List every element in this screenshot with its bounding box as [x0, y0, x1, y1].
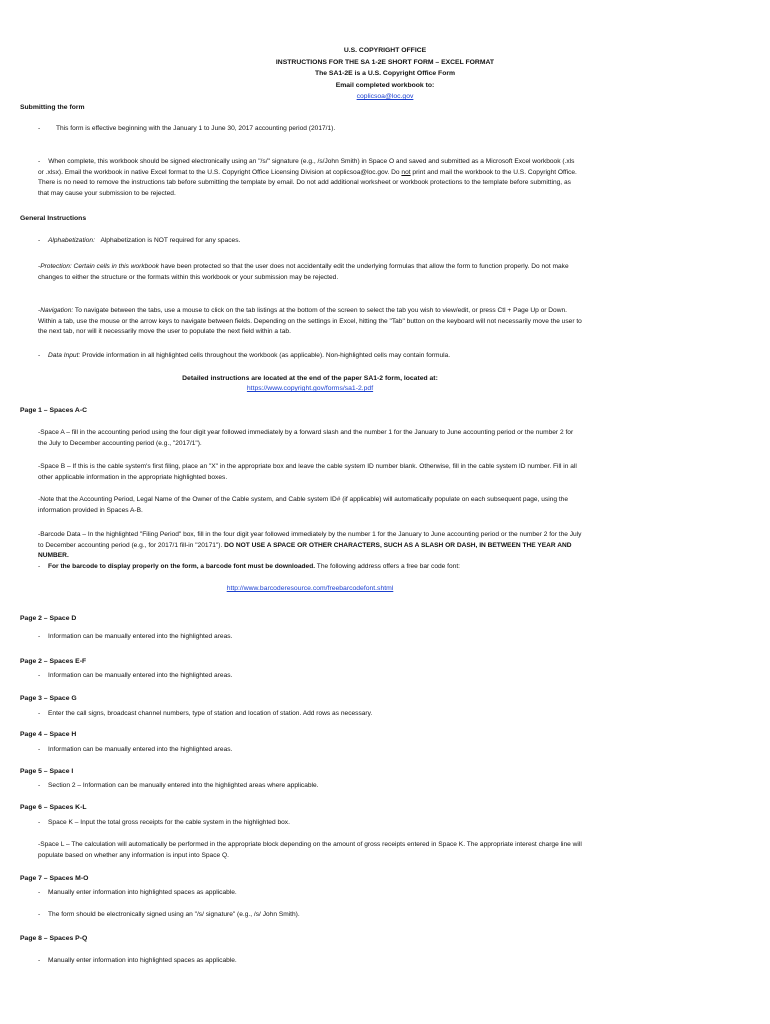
- list-item: - Enter the call signs, broadcast channel numbers, type of station and location of station. Add rows as necessary.: [38, 710, 373, 717]
- list-item: - When complete, this workbook should be signed electronically using an "/s/" signature (e.g., /s/John Smith) in Space O and saved and submitted as a Microsoft Excel workbook (.xls or .xlsx). Email the workbook in native Excel format to the U.S. Copyright Office Licensing Division at coplicsoa@loc.gov. Do not print and mail the workbook to the U.S. Copyright Office. There is no need to remove the instructions tab before submitting the template by email. Do not add additional worksheet or workbook protections to the template before submitting, as that may cause your submission to be rejected.: [38, 158, 577, 197]
- agency-title: U.S. COPYRIGHT OFFICE: [343, 47, 427, 54]
- list-item: - The form should be electronically signed using an "/s/ signature" (e.g., /s/ John Smith).: [38, 911, 300, 918]
- list-item: - Information can be manually entered into the highlighted areas.: [38, 633, 233, 640]
- email-link[interactable]: coplicsoa@loc.gov: [356, 93, 414, 100]
- list-item: -Barcode Data – In the highlighted "Filing Period" box, fill in the four digit year followed immediately by the number 1 for the January to June accounting period or the number 2 for the July to December accounting period (e.g., for 2017/1 fill-in "20171"). DO NOT USE A SPACE OR OTHER CHARACTERS, SUCH AS A SLASH OR DASH, IN BETWEEN THE YEAR AND NUMBER.: [38, 531, 582, 559]
- form-pdf-link[interactable]: https://www.copyright.gov/forms/sa1-2.pdf: [246, 385, 374, 392]
- list-item: - This form is effective beginning with the January 1 to June 30, 2017 accounting period (2017/1).: [38, 125, 336, 132]
- document-title: INSTRUCTIONS FOR THE SA 1-2E SHORT FORM – EXCEL FORMAT: [275, 59, 495, 66]
- section-heading-page8: Page 8 – Spaces P-Q: [20, 935, 88, 942]
- section-heading-general: General Instructions: [20, 215, 87, 222]
- list-item: -Protection: Certain cells in this workbook have been protected so that the user does not accidentally edit the underlying formulas that allow the form to function properly. Do not make changes to either the structure or the formats within this workbook or your submission may be rejected.: [38, 263, 569, 281]
- list-item: -Space L – The calculation will automatically be performed in the appropriate block depending on the amount of gross receipts entered in Space K. The appropriate interest charge line will populate based on whether any information is input into Space Q.: [38, 841, 582, 859]
- form-subtitle: The SA1-2E is a U.S. Copyright Office Form: [314, 70, 456, 77]
- section-heading-page6: Page 6 – Spaces K-L: [20, 804, 87, 811]
- barcode-font-link[interactable]: http://www.barcoderesource.com/freebarcodefont.shtml: [226, 585, 394, 592]
- section-heading-page5: Page 5 – Space I: [20, 768, 74, 775]
- section-heading-submitting: Submitting the form: [20, 104, 85, 111]
- list-item: - For the barcode to display properly on the form, a barcode font must be downloaded. The following address offers a free bar code font:: [38, 563, 460, 570]
- section-heading-page7: Page 7 – Spaces M-O: [20, 875, 89, 882]
- list-item: - Space K – Input the total gross receipts for the cable system in the highlighted box.: [38, 819, 290, 826]
- section-heading-page1: Page 1 – Spaces A-C: [20, 407, 87, 414]
- email-prompt: Email completed workbook to:: [335, 82, 435, 89]
- list-item: - Alphabetization: Alphabetization is NOT required for any spaces.: [38, 237, 241, 244]
- list-item: -Space A – fill in the accounting period using the four digit year followed immediately by a forward slash and the number 1 for the January to June accounting period or the number 2 for the July to December accounting period (e.g., "2017/1").: [38, 429, 574, 447]
- section-heading-page4: Page 4 – Space H: [20, 731, 77, 738]
- list-item: -Note that the Accounting Period, Legal Name of the Owner of the Cable system, and Cable system ID# (if applicable) will automatically populate on each subsequent page, using the information provided in Spaces A-B.: [38, 496, 569, 514]
- section-heading-page3: Page 3 – Space G: [20, 695, 77, 702]
- section-heading-page2-d: Page 2 – Space D: [20, 615, 77, 622]
- list-item: -Space B – If this is the cable system's first filing, place an "X" in the appropriate box and leave the cable system ID number blank. Otherwise, fill in the cable system ID number. Fill in all other applicable information in the appropriate highlighted boxes.: [38, 463, 577, 481]
- list-item: - Data Input: Provide information in all highlighted cells throughout the workbook (as applicable). Non-highlighted cells may contain formula.: [38, 352, 451, 359]
- list-item: - Section 2 – Information can be manually entered into the highlighted areas where applicable.: [38, 782, 319, 789]
- list-item: - Manually enter information into highlighted spaces as applicable.: [38, 889, 237, 896]
- detailed-note: Detailed instructions are located at the end of the paper SA1-2 form, located at:: [182, 375, 438, 382]
- list-item: - Information can be manually entered into the highlighted areas.: [38, 672, 233, 679]
- list-item: - Information can be manually entered into the highlighted areas.: [38, 746, 233, 753]
- section-heading-page2-ef: Page 2 – Spaces E-F: [20, 658, 87, 665]
- list-item: -Navigation: To navigate between the tabs, use a mouse to click on the tab listings at the bottom of the screen to select the tab you wish to view/edit, or press Ctl + Page Up or Down. Within a tab, use the mouse or the arrow keys to navigate between fields. Depending on the settings in Excel, hitting the "Tab" button on the keyboard will not necessarily move the user to the next tab, nor will it necessarily move the user to populate the next field within a tab.: [38, 307, 582, 335]
- list-item: - Manually enter information into highlighted spaces as applicable.: [38, 957, 237, 964]
